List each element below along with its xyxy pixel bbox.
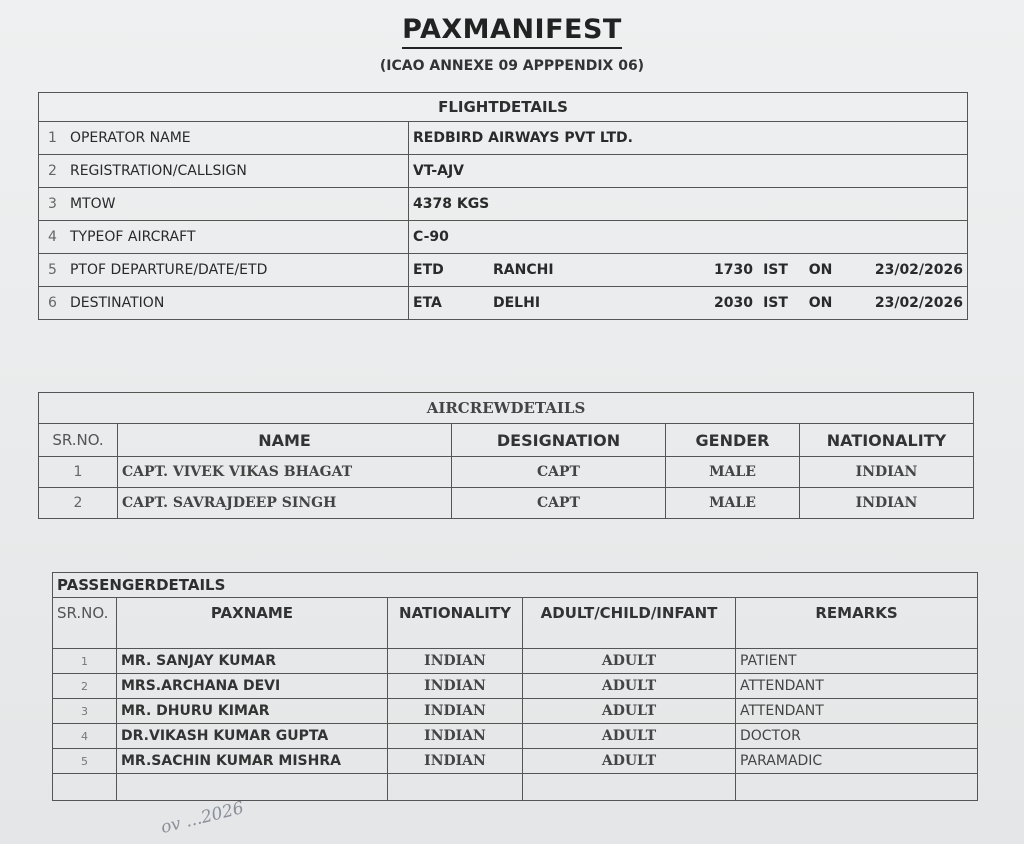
pax-sr: 4: [53, 724, 117, 749]
arrival-date: 23/02/2026: [874, 295, 963, 311]
departure-value: [409, 254, 968, 287]
pax-sr: 3: [53, 699, 117, 724]
column-header-paxname: PAXNAME: [117, 598, 388, 649]
field-value: VT-AJV: [409, 155, 968, 188]
crew-sr: 2: [39, 488, 118, 519]
departure-time: 1730: [714, 262, 753, 278]
row-number: 1: [39, 122, 66, 155]
row-number: 2: [39, 155, 66, 188]
field-value: REDBIRD AIRWAYS PVT LTD.: [409, 122, 968, 155]
crew-nationality: INDIAN: [800, 457, 974, 488]
crew-designation: CAPT: [452, 488, 666, 519]
pax-name: MR. DHURU KIMAR: [117, 699, 388, 724]
pax-sr: 2: [53, 674, 117, 699]
table-row: [39, 188, 968, 221]
pax-age-group: ADULT: [523, 724, 736, 749]
pax-remarks: DOCTOR: [736, 724, 978, 749]
handwritten-note: ov ...2026: [158, 798, 246, 838]
time-zone: IST: [763, 262, 788, 278]
pax-name: MRS.ARCHANA DEVI: [117, 674, 388, 699]
flight-details-table: [38, 92, 968, 320]
pax-nationality: INDIAN: [388, 749, 523, 774]
column-header-sr: SR.NO.: [39, 424, 118, 457]
pax-age-group: ADULT: [523, 699, 736, 724]
crew-sr: 1: [39, 457, 118, 488]
crew-name: CAPT. VIVEK VIKAS BHAGAT: [118, 457, 452, 488]
field-label: OPERATOR NAME: [66, 122, 409, 155]
pax-name: MR.SACHIN KUMAR MISHRA: [117, 749, 388, 774]
pax-nationality: INDIAN: [388, 674, 523, 699]
departure-city: RANCHI: [493, 262, 554, 278]
table-row: [39, 155, 968, 188]
row-number: 4: [39, 221, 66, 254]
empty-cell: [736, 774, 978, 801]
row-number: 3: [39, 188, 66, 221]
page-title: PAXMANIFEST: [0, 14, 1024, 45]
pax-age-group: ADULT: [523, 674, 736, 699]
time-zone: IST: [763, 295, 788, 311]
empty-cell: [388, 774, 523, 801]
etd-label: ETD: [413, 262, 444, 278]
pax-sr: 1: [53, 649, 117, 674]
column-header-remarks: REMARKS: [736, 598, 978, 649]
crew-gender: MALE: [666, 457, 800, 488]
pax-remarks: PARAMADIC: [736, 749, 978, 774]
table-header-row: [39, 424, 974, 457]
arrival-time: 2030: [714, 295, 753, 311]
table-row: [53, 649, 978, 674]
pax-remarks: ATTENDANT: [736, 699, 978, 724]
eta-label: ETA: [413, 295, 442, 311]
field-label: DESTINATION: [66, 287, 409, 320]
crew-nationality: INDIAN: [800, 488, 974, 519]
field-value: 4378 KGS: [409, 188, 968, 221]
row-number: 6: [39, 287, 66, 320]
field-label: REGISTRATION/CALLSIGN: [66, 155, 409, 188]
passenger-details-table: [52, 572, 978, 801]
table-row: [53, 724, 978, 749]
pax-age-group: ADULT: [523, 749, 736, 774]
table-row-destination: [39, 287, 968, 320]
table-row: [39, 122, 968, 155]
flight-details-heading: FLIGHTDETAILS: [39, 93, 968, 122]
table-row: [39, 488, 974, 519]
aircrew-details-table: [38, 392, 974, 519]
on-label: ON: [808, 262, 833, 278]
pax-sr: 5: [53, 749, 117, 774]
departure-date: 23/02/2026: [874, 262, 963, 278]
field-label: MTOW: [66, 188, 409, 221]
pax-remarks: PATIENT: [736, 649, 978, 674]
pax-age-group: ADULT: [523, 649, 736, 674]
empty-cell: [53, 774, 117, 801]
column-header-name: NAME: [118, 424, 452, 457]
column-header-sr: SR.NO.: [53, 598, 117, 649]
crew-name: CAPT. SAVRAJDEEP SINGH: [118, 488, 452, 519]
destination-value: [409, 287, 968, 320]
table-row: [39, 221, 968, 254]
crew-gender: MALE: [666, 488, 800, 519]
passenger-details-heading: PASSENGERDETAILS: [53, 573, 978, 598]
pax-name: MR. SANJAY KUMAR: [117, 649, 388, 674]
column-header-age-group: ADULT/CHILD/INFANT: [523, 598, 736, 649]
pax-nationality: INDIAN: [388, 649, 523, 674]
pax-name: DR.VIKASH KUMAR GUPTA: [117, 724, 388, 749]
table-row: [53, 749, 978, 774]
on-label: ON: [808, 295, 833, 311]
empty-cell: [117, 774, 388, 801]
column-header-nationality: NATIONALITY: [388, 598, 523, 649]
empty-cell: [523, 774, 736, 801]
table-row: [53, 674, 978, 699]
table-row-departure: [39, 254, 968, 287]
table-header-row: [53, 598, 978, 649]
destination-city: DELHI: [493, 295, 541, 311]
field-label: TYPEOF AIRCRAFT: [66, 221, 409, 254]
pax-nationality: INDIAN: [388, 724, 523, 749]
field-value: C-90: [409, 221, 968, 254]
aircrew-details-heading: AIRCREWDETAILS: [39, 393, 974, 424]
column-header-gender: GENDER: [666, 424, 800, 457]
table-row: [39, 457, 974, 488]
table-row: [53, 699, 978, 724]
pax-remarks: ATTENDANT: [736, 674, 978, 699]
field-label: PTOF DEPARTURE/DATE/ETD: [66, 254, 409, 287]
table-row-empty: [53, 774, 978, 801]
page-subtitle: (ICAO ANNEXE 09 APPPENDIX 06): [379, 58, 645, 74]
column-header-nationality: NATIONALITY: [800, 424, 974, 457]
column-header-designation: DESIGNATION: [452, 424, 666, 457]
pax-nationality: INDIAN: [388, 699, 523, 724]
row-number: 5: [39, 254, 66, 287]
crew-designation: CAPT: [452, 457, 666, 488]
